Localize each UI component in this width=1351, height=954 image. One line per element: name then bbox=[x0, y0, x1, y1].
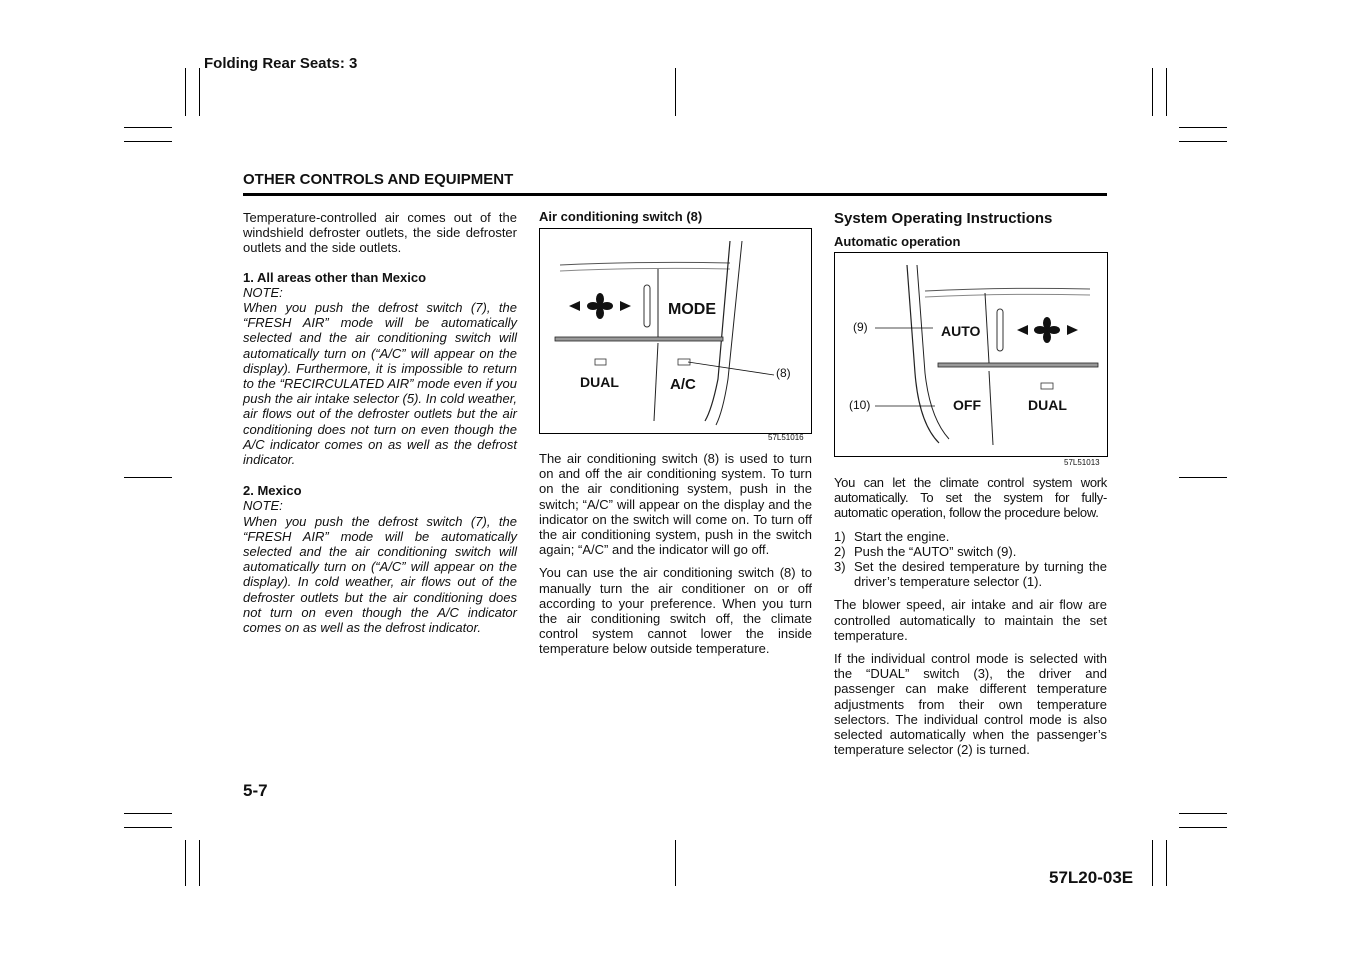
column-2 bbox=[539, 451, 812, 657]
dual-label: DUAL bbox=[580, 374, 619, 390]
column-3 bbox=[834, 475, 1107, 757]
auto-panel-illustration bbox=[835, 253, 1107, 456]
ac-paragraph-2: You can use the air conditioning switch (8) to manually turn the air conditioner on or off according to your preference. When you turn the air conditioning switch off, the climate control system cannot lower the inside temperature below outside temperature. bbox=[539, 565, 812, 657]
subsection-heading: 2. Mexico bbox=[243, 483, 302, 499]
auto-operation-figure bbox=[834, 252, 1108, 457]
ac-panel-illustration bbox=[540, 229, 811, 433]
list-item: 3) Set the desired temperature by turning the driver’s temperature selector (1). bbox=[834, 559, 1107, 590]
auto-label: AUTO bbox=[941, 323, 981, 339]
ac-switch-figure bbox=[539, 228, 812, 434]
page-number: 5-7 bbox=[243, 781, 268, 800]
section-title: OTHER CONTROLS AND EQUIPMENT bbox=[243, 171, 514, 188]
fan-icon bbox=[587, 293, 613, 319]
list-item: 2) Push the “AUTO” switch (9). bbox=[834, 543, 1017, 559]
callout-8: (8) bbox=[776, 366, 791, 380]
ac-switch-heading: Air conditioning switch (8) bbox=[539, 209, 703, 224]
steps-list bbox=[834, 529, 1107, 590]
automatic-operation-heading: Automatic operation bbox=[834, 234, 961, 249]
auto-paragraph-3: If the individual control mode is selected with the “DUAL” switch (3), the driver and passenger can make different temperature adjustments from their own temperature selectors. The individual control mode is also selected automatically when the passenger’s temperature selector (2) is turned. bbox=[834, 651, 1107, 758]
note-label: NOTE: bbox=[243, 284, 283, 300]
section-rule bbox=[243, 193, 1107, 196]
subsection-heading: 1. All areas other than Mexico bbox=[243, 269, 427, 285]
callout-10: (10) bbox=[849, 398, 871, 412]
fan-icon bbox=[1034, 317, 1060, 343]
note-text: When you push the defrost switch (7), the “FRESH AIR” mode will be automatically selected and the air conditioning switch will automatically turn on (“A/C” will appear on the display). Furthermore, it is impossible to return to the “RECIRCULATED AIR” mode even if you push the air intake selector (5). In cold weather, air flows out of the defroster outlets but the air conditioning does not turn on even though the A/C indicator comes on as well as the defrost indicator. bbox=[243, 300, 517, 468]
off-label: OFF bbox=[953, 397, 981, 413]
note-label: NOTE: bbox=[243, 498, 283, 514]
figure-code: 57L51013 bbox=[1064, 458, 1100, 467]
dual-label: DUAL bbox=[1028, 397, 1067, 413]
running-title: Folding Rear Seats: 3 bbox=[204, 55, 358, 72]
system-instructions-heading: System Operating Instructions bbox=[834, 210, 1053, 227]
ac-label: A/C bbox=[670, 376, 696, 393]
document-code: 57L20-03E bbox=[1049, 868, 1134, 887]
note-text: When you push the defrost switch (7), the “FRESH AIR” mode will be automatically selected and the air conditioning switch will automatically turn on (“A/C” will appear on the display). In cold weather, air flows out of the defroster outlets but the air conditioning does not turn on even though the A/C indicator comes on as well as the defrost indicator. bbox=[243, 513, 517, 636]
column-1 bbox=[243, 210, 517, 635]
ac-paragraph-1: The air conditioning switch (8) is used to turn on and off the air conditioning system. To turn on the air conditioning system, push in the switch; “A/C” will appear on the display and the indicator on the switch will come on. To turn off the air conditioning system, push in the switch again; “A/C” and the indicator will go off. bbox=[539, 451, 812, 558]
list-item: 1) Start the engine. bbox=[834, 528, 950, 544]
intro-paragraph: Temperature-controlled air comes out of the windshield defroster outlets, the side defroster outlets and the side outlets. bbox=[243, 210, 517, 256]
auto-paragraph-2: The blower speed, air intake and air flow are controlled automatically to maintain the set temperature. bbox=[834, 597, 1107, 643]
callout-9: (9) bbox=[853, 320, 868, 334]
mode-label: MODE bbox=[668, 301, 716, 318]
auto-intro: You can let the climate control system work automatically. To set the system for fully-automatic operation, follow the procedure below. bbox=[834, 475, 1107, 521]
figure-code: 57L51016 bbox=[768, 433, 804, 442]
